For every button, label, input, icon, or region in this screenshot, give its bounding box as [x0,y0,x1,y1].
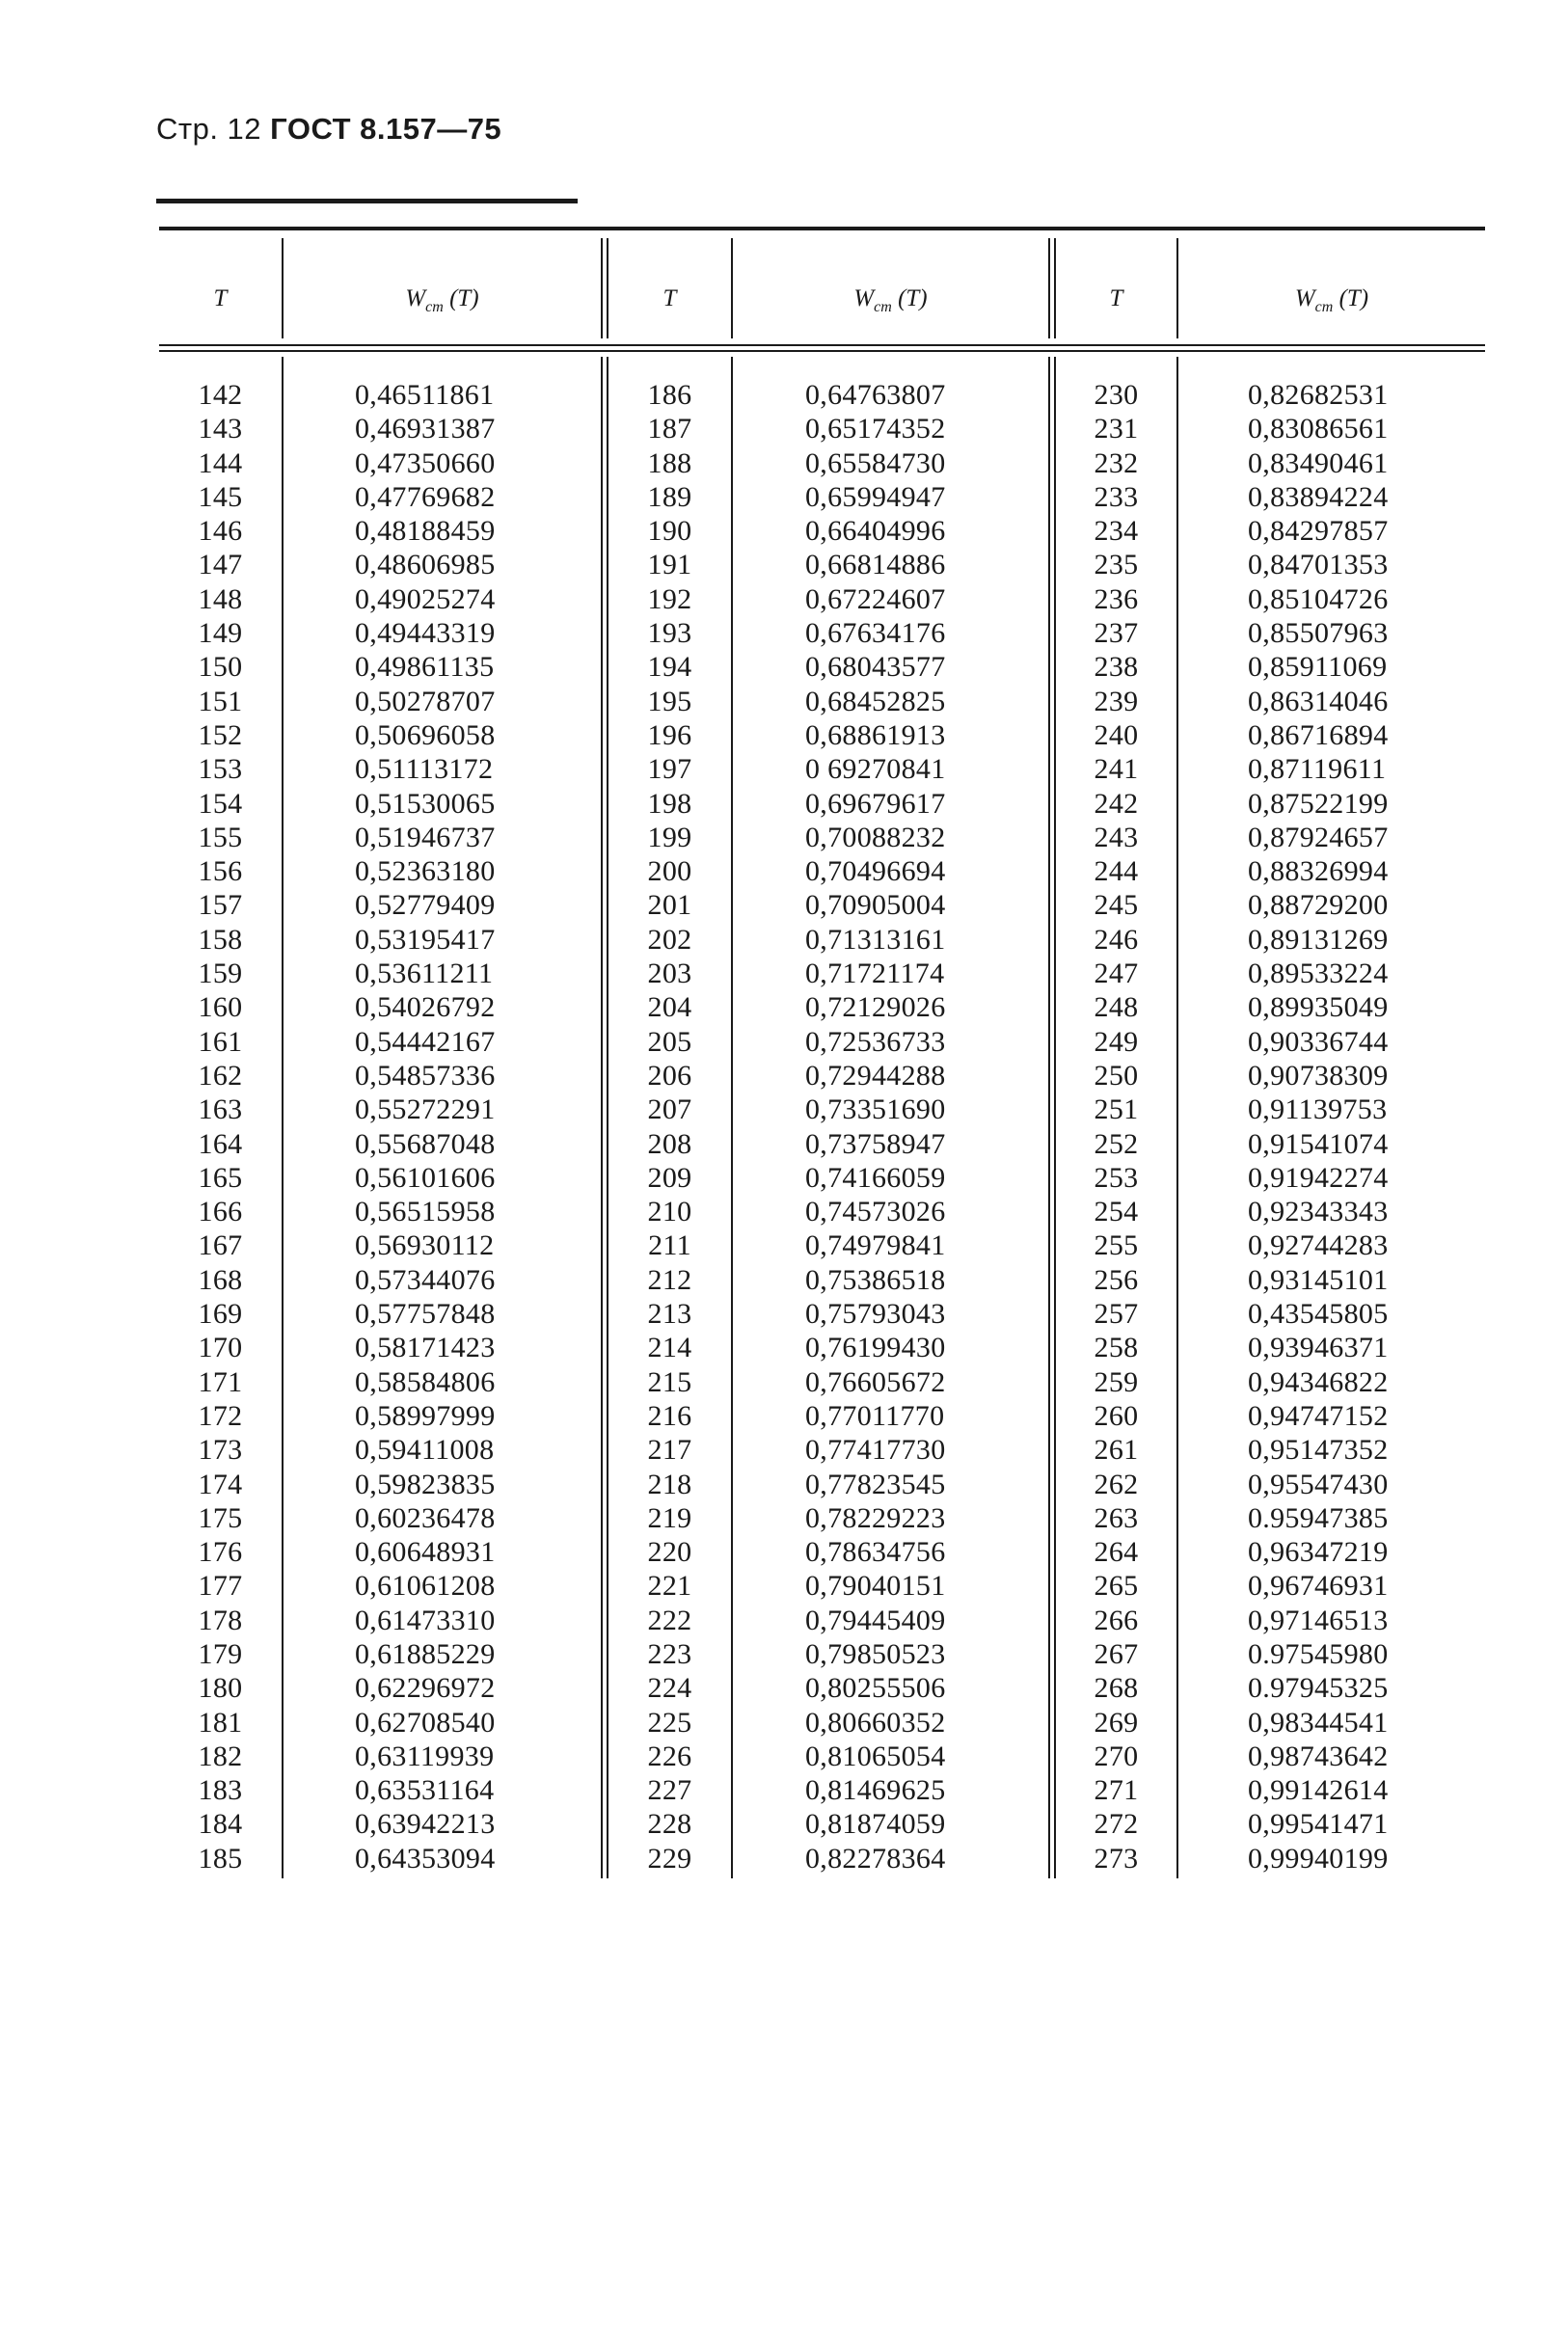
w-value-cell: 0,63531164 [355,1774,495,1807]
w-value-cell: 0,66404996 [805,515,946,548]
w-value-cell: 0,71313161 [805,923,946,956]
temperature-cell: 149 [198,617,243,650]
temperature-cell: 216 [647,1399,692,1432]
temperature-cell: 268 [1094,1672,1139,1705]
w-value-cell: 0,95147352 [1248,1434,1389,1467]
w-value-cell: 0,61061208 [355,1570,496,1603]
temperature-cell: 221 [647,1570,692,1603]
w-value-cell: 0,63119939 [355,1740,495,1772]
temperature-cell: 236 [1094,582,1139,615]
column-divider [601,357,603,1878]
temperature-cell: 179 [198,1637,243,1670]
w-value-cell: 0,59411008 [355,1434,495,1467]
w-value-cell: 0,49025274 [355,582,496,615]
temperature-cell: 267 [1094,1637,1139,1670]
temperature-cell: 204 [647,991,692,1024]
w-value-cell: 0,51113172 [355,753,494,786]
header-divider [601,238,603,338]
temperature-cell: 237 [1094,617,1139,650]
temperature-cell: 234 [1094,515,1139,548]
temperature-cell: 176 [198,1536,243,1569]
w-value-cell: 0,96746931 [1248,1570,1389,1603]
temperature-cell: 177 [198,1570,243,1603]
temperature-cell: 246 [1094,923,1139,956]
w-value-cell: 0,72536733 [805,1025,946,1058]
w-value-cell: 0,87522199 [1248,787,1389,820]
temperature-cell: 145 [198,480,243,513]
w-value-cell: 0,65584730 [805,446,946,479]
w-value-cell: 0,83894224 [1248,480,1389,513]
temperature-cell: 144 [198,446,243,479]
w-value-cell: 0,92343343 [1248,1196,1389,1228]
temperature-cell: 248 [1094,991,1139,1024]
w-value-cell: 0,90336744 [1248,1025,1389,1058]
w-value-cell: 0,78229223 [805,1501,946,1534]
temperature-cell: 142 [198,379,243,411]
temperature-cell: 161 [198,1025,243,1058]
temperature-cell: 146 [198,515,243,548]
temperature-cell: 245 [1094,889,1139,922]
w-value-cell: 0,79040151 [805,1570,946,1603]
w-value-cell: 0,47769682 [355,480,496,513]
temperature-cell: 147 [198,549,243,581]
w-value-cell: 0,73758947 [805,1127,946,1160]
w-value-cell: 0,62708540 [355,1706,496,1739]
temperature-cell: 159 [198,958,243,990]
temperature-cell: 250 [1094,1059,1139,1092]
w-value-cell: 0,86314046 [1248,685,1389,717]
w-value-cell: 0,72129026 [805,991,946,1024]
w-value-cell: 0,60236478 [355,1501,496,1534]
temperature-cell: 247 [1094,958,1139,990]
conversion-table [159,227,1485,1875]
column-divider [1176,357,1178,1878]
temperature-cell: 199 [647,821,692,853]
temperature-cell: 235 [1094,549,1139,581]
temperature-cell: 165 [198,1161,243,1194]
temperature-cell: 252 [1094,1127,1139,1160]
temperature-cell: 241 [1094,753,1139,786]
temperature-cell: 264 [1094,1536,1139,1569]
temperature-cell: 193 [647,617,692,650]
temperature-cell: 260 [1094,1399,1139,1432]
temperature-cell: 261 [1094,1434,1139,1467]
header-divider [1048,238,1050,338]
w-value-cell: 0,88326994 [1248,855,1389,888]
temperature-cell: 231 [1094,413,1139,445]
w-value-cell: 0,81874059 [805,1808,946,1841]
w-value-cell: 0,95547430 [1248,1468,1389,1500]
w-value-cell: 0,50278707 [355,685,496,717]
temperature-cell: 217 [647,1434,692,1467]
temperature-cell: 266 [1094,1604,1139,1636]
temperature-cell: 154 [198,787,243,820]
temperature-cell: 174 [198,1468,243,1500]
w-value-cell: 0,46511861 [355,379,495,411]
w-value-cell: 0,79850523 [805,1637,946,1670]
temperature-cell: 178 [198,1604,243,1636]
temperature-cell: 194 [647,651,692,684]
w-value-cell: 0,55272291 [355,1093,496,1126]
w-value-cell: 0,57344076 [355,1263,496,1296]
w-value-cell: 0.97945325 [1248,1672,1389,1705]
temperature-cell: 256 [1094,1263,1139,1296]
w-value-cell: 0,54026792 [355,991,496,1024]
w-value-cell: 0,51530065 [355,787,496,820]
temperature-cell: 168 [198,1263,243,1296]
temperature-cell: 271 [1094,1774,1139,1807]
w-value-cell: 0.95947385 [1248,1501,1389,1534]
w-value-cell: 0,87119611 [1248,753,1387,786]
w-value-cell: 0,63942213 [355,1808,496,1841]
header-bottom-rule [159,344,1485,346]
temperature-cell: 220 [647,1536,692,1569]
w-value-cell: 0,74979841 [805,1229,946,1262]
temperature-cell: 228 [647,1808,692,1841]
temperature-cell: 197 [647,753,692,786]
w-value-cell: 0,96347219 [1248,1536,1389,1569]
w-value-cell: 0,64763807 [805,379,946,411]
w-value-cell: 0,81065054 [805,1740,946,1772]
w-value-cell: 0,78634756 [805,1536,946,1569]
w-value-cell: 0,94346822 [1248,1365,1389,1398]
w-value-cell: 0,97146513 [1248,1604,1389,1636]
w-value-cell: 0,83490461 [1248,446,1389,479]
w-value-cell: 0.97545980 [1248,1637,1389,1670]
temperature-cell: 198 [647,787,692,820]
w-value-cell: 0,77823545 [805,1468,946,1500]
w-value-cell: 0,57757848 [355,1298,496,1331]
column-header-t: T [1109,285,1123,311]
temperature-cell: 212 [647,1263,692,1296]
temperature-cell: 163 [198,1093,243,1126]
w-value-cell: 0,99142614 [1248,1774,1389,1807]
temperature-cell: 150 [198,651,243,684]
w-value-cell: 0,66814886 [805,549,946,581]
w-value-cell: 0,91139753 [1248,1093,1388,1126]
temperature-cell: 259 [1094,1365,1139,1398]
w-value-cell: 0,58997999 [355,1399,496,1432]
w-value-cell: 0,58584806 [355,1365,496,1398]
temperature-cell: 156 [198,855,243,888]
column-w-2 [805,378,1046,1875]
temperature-cell: 240 [1094,718,1139,751]
temperature-cell: 191 [647,549,692,581]
w-value-cell: 0,53611211 [355,958,494,990]
w-value-cell: 0,86716894 [1248,718,1389,751]
w-value-cell: 0,72944288 [805,1059,946,1092]
temperature-cell: 201 [647,889,692,922]
temperature-cell: 218 [647,1468,692,1500]
temperature-cell: 227 [647,1774,692,1807]
w-value-cell: 0,99541471 [1248,1808,1389,1841]
w-value-cell: 0,93946371 [1248,1332,1389,1364]
w-value-cell: 0,62296972 [355,1672,496,1705]
temperature-cell: 181 [198,1706,243,1739]
w-value-cell: 0,80660352 [805,1706,946,1739]
w-value-cell: 0,47350660 [355,446,496,479]
temperature-cell: 244 [1094,855,1139,888]
w-value-cell: 0,75793043 [805,1298,946,1331]
w-value-cell: 0,56930112 [355,1229,495,1262]
w-value-cell: 0,75386518 [805,1263,946,1296]
temperature-cell: 190 [647,515,692,548]
column-t-2 [608,378,731,1875]
temperature-cell: 254 [1094,1196,1139,1228]
column-header-w: $W_{ст}$ (T) [405,285,479,315]
page-header [156,112,501,147]
page-number: Стр. 12 [156,112,262,146]
w-value-cell: 0,65174352 [805,413,946,445]
w-value-cell: 0,73351690 [805,1093,946,1126]
temperature-cell: 215 [647,1365,692,1398]
w-value-cell: 0,59823835 [355,1468,496,1500]
w-value-cell: 0,79445409 [805,1604,946,1636]
w-value-cell: 0,94747152 [1248,1399,1389,1432]
w-value-cell: 0,85507963 [1248,617,1389,650]
temperature-cell: 258 [1094,1332,1139,1364]
w-value-cell: 0,89935049 [1248,991,1389,1024]
temperature-cell: 160 [198,991,243,1024]
w-value-cell: 0,82278364 [805,1842,946,1875]
w-value-cell: 0,81469625 [805,1774,946,1807]
temperature-cell: 183 [198,1774,243,1807]
temperature-cell: 180 [198,1672,243,1705]
temperature-cell: 200 [647,855,692,888]
w-value-cell: 0,48188459 [355,515,496,548]
w-value-cell: 0,54442167 [355,1025,496,1058]
w-value-cell: 0,52779409 [355,889,496,922]
w-value-cell: 0,69679617 [805,787,946,820]
w-value-cell: 0,51946737 [355,821,496,853]
w-value-cell: 0,98743642 [1248,1740,1389,1772]
header-rule [156,199,578,203]
w-value-cell: 0,70496694 [805,855,946,888]
temperature-cell: 152 [198,718,243,751]
temperature-cell: 233 [1094,480,1139,513]
w-value-cell: 0,54857336 [355,1059,496,1092]
w-value-cell: 0,92744283 [1248,1229,1389,1262]
w-value-cell: 0,58171423 [355,1332,496,1364]
temperature-cell: 172 [198,1399,243,1432]
w-value-cell: 0,50696058 [355,718,496,751]
w-value-cell: 0,49443319 [355,617,496,650]
w-value-cell: 0,43545805 [1248,1298,1389,1331]
temperature-cell: 270 [1094,1740,1139,1772]
w-value-cell: 0,70905004 [805,889,946,922]
w-value-cell: 0,68861913 [805,718,946,751]
w-value-cell: 0,71721174 [805,958,945,990]
column-header-t: T [213,285,228,311]
w-value-cell: 0,48606985 [355,549,496,581]
w-value-cell: 0,46931387 [355,413,496,445]
temperature-cell: 192 [647,582,692,615]
w-value-cell: 0,80255506 [805,1672,946,1705]
temperature-cell: 170 [198,1332,243,1364]
w-value-cell: 0,87924657 [1248,821,1389,853]
w-value-cell: 0,68043577 [805,651,946,684]
temperature-cell: 202 [647,923,692,956]
temperature-cell: 153 [198,753,243,786]
temperature-cell: 229 [647,1842,692,1875]
temperature-cell: 210 [647,1196,692,1228]
w-value-cell: 0,67634176 [805,617,946,650]
w-value-cell: 0,60648931 [355,1536,496,1569]
w-value-cell: 0,56515958 [355,1196,496,1228]
temperature-cell: 265 [1094,1570,1139,1603]
w-value-cell: 0,84701353 [1248,549,1389,581]
temperature-cell: 249 [1094,1025,1139,1058]
w-value-cell: 0,89131269 [1248,923,1389,956]
temperature-cell: 195 [647,685,692,717]
column-header-t: T [662,285,677,311]
temperature-cell: 243 [1094,821,1139,853]
temperature-cell: 205 [647,1025,692,1058]
w-value-cell: 0,91541074 [1248,1127,1389,1160]
w-value-cell: 0,85104726 [1248,582,1389,615]
w-value-cell: 0,91942274 [1248,1161,1389,1194]
w-value-cell: 0,89533224 [1248,958,1389,990]
w-value-cell: 0,98344541 [1248,1706,1389,1739]
temperature-cell: 182 [198,1740,243,1772]
temperature-cell: 224 [647,1672,692,1705]
temperature-cell: 225 [647,1706,692,1739]
w-value-cell: 0,99940199 [1248,1842,1389,1875]
w-value-cell: 0,56101606 [355,1161,496,1194]
temperature-cell: 219 [647,1501,692,1534]
temperature-cell: 207 [647,1093,692,1126]
w-value-cell: 0,61885229 [355,1637,496,1670]
temperature-cell: 214 [647,1332,692,1364]
w-value-cell: 0,76199430 [805,1332,946,1364]
temperature-cell: 263 [1094,1501,1139,1534]
column-t-3 [1056,378,1176,1875]
column-divider [731,357,733,1878]
temperature-cell: 251 [1094,1093,1139,1126]
temperature-cell: 148 [198,582,243,615]
w-value-cell: 0,64353094 [355,1842,496,1875]
temperature-cell: 184 [198,1808,243,1841]
temperature-cell: 255 [1094,1229,1139,1262]
header-bottom-rule-double [159,350,1485,352]
w-value-cell: 0,61473310 [355,1604,496,1636]
temperature-cell: 239 [1094,685,1139,717]
w-value-cell: 0,53195417 [355,923,496,956]
column-divider [282,357,284,1878]
temperature-cell: 173 [198,1434,243,1467]
w-value-cell: 0,52363180 [355,855,496,888]
column-header-w: $W_{ст}$ (T) [1294,285,1369,315]
temperature-cell: 169 [198,1298,243,1331]
temperature-cell: 158 [198,923,243,956]
w-value-cell: 0,88729200 [1248,889,1389,922]
temperature-cell: 186 [647,379,692,411]
temperature-cell: 257 [1094,1298,1139,1331]
temperature-cell: 155 [198,821,243,853]
temperature-cell: 273 [1094,1842,1139,1875]
w-value-cell: 0,77417730 [805,1434,946,1467]
temperature-cell: 253 [1094,1161,1139,1194]
temperature-cell: 211 [648,1229,691,1262]
temperature-cell: 272 [1094,1808,1139,1841]
w-value-cell: 0,55687048 [355,1127,496,1160]
w-value-cell: 0,93145101 [1248,1263,1389,1296]
column-header-w: $W_{ст}$ (T) [853,285,928,315]
temperature-cell: 175 [198,1501,243,1534]
column-divider [1048,357,1050,1878]
column-t-1 [159,378,282,1875]
temperature-cell: 187 [647,413,692,445]
temperature-cell: 196 [647,718,692,751]
w-value-cell: 0,68452825 [805,685,946,717]
w-value-cell: 0,74573026 [805,1196,946,1228]
temperature-cell: 188 [647,446,692,479]
w-value-cell: 0,65994947 [805,480,946,513]
temperature-cell: 143 [198,413,243,445]
temperature-cell: 209 [647,1161,692,1194]
temperature-cell: 151 [198,685,243,717]
w-value-cell: 0,85911069 [1248,651,1388,684]
temperature-cell: 238 [1094,651,1139,684]
temperature-cell: 185 [198,1842,243,1875]
temperature-cell: 171 [198,1365,243,1398]
temperature-cell: 232 [1094,446,1139,479]
w-value-cell: 0,67224607 [805,582,946,615]
w-value-cell: 0,83086561 [1248,413,1389,445]
table-top-rule [159,227,1485,230]
temperature-cell: 167 [198,1229,243,1262]
temperature-cell: 157 [198,889,243,922]
w-value-cell: 0,49861135 [355,651,495,684]
document-code: ГОСТ 8.157—75 [270,112,502,146]
temperature-cell: 162 [198,1059,243,1092]
w-value-cell: 0 69270841 [805,753,946,786]
column-w-3 [1248,378,1484,1875]
temperature-cell: 213 [647,1298,692,1331]
w-value-cell: 0,76605672 [805,1365,946,1398]
w-value-cell: 0,90738309 [1248,1059,1389,1092]
temperature-cell: 164 [198,1127,243,1160]
w-value-cell: 0,82682531 [1248,379,1389,411]
temperature-cell: 203 [647,958,692,990]
w-value-cell: 0,70088232 [805,821,946,853]
w-value-cell: 0,84297857 [1248,515,1389,548]
temperature-cell: 226 [647,1740,692,1772]
temperature-cell: 269 [1094,1706,1139,1739]
column-w-1 [355,378,596,1875]
temperature-cell: 230 [1094,379,1139,411]
temperature-cell: 206 [647,1059,692,1092]
w-value-cell: 0,77011770 [805,1399,945,1432]
temperature-cell: 222 [647,1604,692,1636]
w-value-cell: 0,74166059 [805,1161,946,1194]
temperature-cell: 242 [1094,787,1139,820]
temperature-cell: 166 [198,1196,243,1228]
temperature-cell: 223 [647,1637,692,1670]
temperature-cell: 262 [1094,1468,1139,1500]
temperature-cell: 208 [647,1127,692,1160]
temperature-cell: 189 [647,480,692,513]
